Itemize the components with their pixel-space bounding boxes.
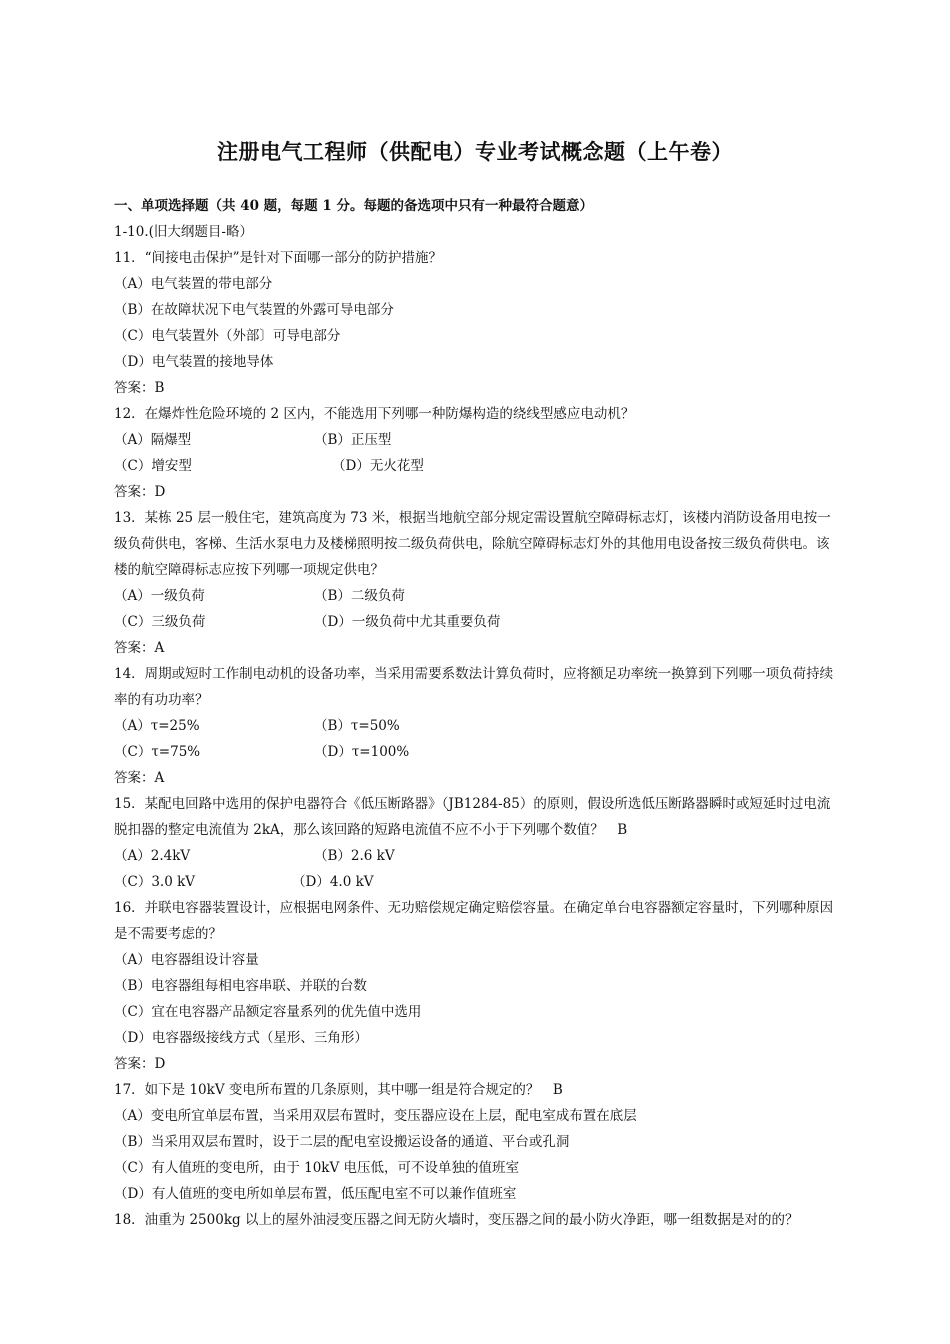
- question-14-options-row-2: [114, 739, 839, 765]
- question-15-option-b: （B）2.6 kV: [314, 848, 395, 864]
- document-title: 注册电气工程师（供配电）专业考试概念题（上午卷）: [217, 139, 733, 164]
- intro-note: 1-10.(旧大纲题目-略）: [114, 224, 253, 240]
- question-11-option-c: （C）电气装置外（外部〕可导电部分: [114, 328, 341, 344]
- question-14-option-c: （C）τ=75%: [114, 744, 201, 760]
- question-18-stem: 18．油重为 2500kg 以上的屋外油浸变压器之间无防火墙时，变压器之间的最小防火净距，哪一组数据是对的的？: [114, 1212, 799, 1228]
- question-17-option-d: （D）有人值班的变电所如单层布置，低压配电室不可以兼作值班室: [114, 1186, 517, 1202]
- question-15-stem: 15．某配电回路中选用的保护电器符合《低压断路器》（JB1284-85）的原则，假设所选低压断路器瞬时或短延时过电流脱扣器的整定电流值为 2kA，那么该回路的短路电流值不应不小于下列哪个数值？ B: [114, 796, 831, 838]
- question-17-stem: 17．如下是 10kV 变电所布置的几条原则，其中哪一组是符合规定的？ B: [114, 1082, 563, 1098]
- question-13-option-b: （B）二级负荷: [314, 588, 405, 604]
- question-15-option-a: （A）2.4kV: [114, 848, 191, 864]
- question-16-option-a: （A）电容器组设计容量: [114, 952, 259, 968]
- question-16-option-c: （C）宜在电容器产品额定容量系列的优先值中选用: [114, 1004, 422, 1020]
- question-14-option-d: （D）τ=100%: [314, 744, 410, 760]
- question-13-option-a: （A）一级负荷: [114, 588, 205, 604]
- question-12-stem: 12．在爆炸性危险环境的 2 区内，不能选用下列哪一种防爆构造的绕线型感应电动机？: [114, 406, 635, 422]
- question-13-options-row-2: [114, 609, 839, 635]
- question-14-stem: 14．周期或短时工作制电动机的设备功率，当采用需要系数法计算负荷时，应将额足功率统一换算到下列哪一项负荷持续率的有功功率？: [114, 666, 834, 708]
- question-11-answer: 答案：B: [114, 380, 165, 396]
- question-11-option-d: （D）电气装置的接地导体: [114, 354, 274, 370]
- question-13-answer: 答案：A: [114, 640, 165, 656]
- question-17-option-b: （B）当采用双层布置时，设于二层的配电室设搬运设备的通道、平台或孔洞: [114, 1134, 570, 1150]
- question-13-options-row-1: [114, 583, 839, 609]
- question-16-stem: 16．并联电容器装置设计，应根据电网条件、无功赔偿规定确定赔偿容量。在确定单台电容器额定容量时，下列哪种原因是不需要考虑的？: [114, 900, 834, 942]
- question-15-options-row-2: [114, 869, 839, 895]
- question-12-option-c: （C）增安型: [114, 458, 192, 474]
- question-11-stem: 11．“间接电击保护”是针对下面哪一部分的防护措施？: [114, 250, 442, 266]
- question-12-options-row-2: [114, 453, 839, 479]
- question-11-option-a: （A）电气装置的带电部分: [114, 276, 273, 292]
- question-15-options-row-1: [114, 843, 839, 869]
- question-13-option-d: （D）一级负荷中尤其重要负荷: [314, 614, 501, 630]
- question-14-option-b: （B）τ=50%: [314, 718, 400, 734]
- document-body: [114, 193, 839, 1233]
- question-15-option-c: （C）3.0 kV: [114, 874, 196, 890]
- question-17-option-a: （A）变电所宜单层布置，当采用双层布置时，变压器应设在上层，配电室成布置在底层: [114, 1108, 637, 1124]
- question-14-answer: 答案：A: [114, 770, 165, 786]
- section-heading: 一、单项选择题（共 40 题，每题 1 分。每题的备选项中只有一种最符合题意）: [114, 198, 593, 214]
- question-13-option-c: （C）三级负荷: [114, 614, 206, 630]
- question-12-option-d: （D）无火花型: [332, 458, 424, 474]
- question-14-option-a: （A）τ=25%: [114, 718, 200, 734]
- question-13-stem: 13．某栋 25 层一般住宅，建筑高度为 73 米，根据当地航空部分规定需设置航空障碍标志灯，该楼内消防设备用电按一级负荷供电，客梯、生活水泵电力及楼梯照明按二级负荷供电，除航空障碍标志灯外的其他用电设备按三级负荷供电。该楼的航空障碍标志应按下列哪一项规定供电？: [114, 510, 831, 578]
- question-12-answer: 答案：D: [114, 484, 166, 500]
- question-16-option-b: （B）电容器组每相电容串联、并联的台数: [114, 978, 367, 994]
- question-16-option-d: （D）电容器级接线方式（星形、三角形）: [114, 1030, 368, 1046]
- question-12-option-b: （B）正压型: [314, 432, 392, 448]
- question-14-options-row-1: [114, 713, 839, 739]
- question-12-options-row-1: [114, 427, 839, 453]
- question-17-option-c: （C）有人值班的变电所，由于 10kV 电压低，可不设单独的值班室: [114, 1160, 520, 1176]
- question-16-answer: 答案：D: [114, 1056, 166, 1072]
- question-11-option-b: （B）在故障状况下电气装置的外露可导电部分: [114, 302, 394, 318]
- question-12-option-a: （A）隔爆型: [114, 432, 192, 448]
- question-15-option-d: （D）4.0 kV: [292, 874, 374, 890]
